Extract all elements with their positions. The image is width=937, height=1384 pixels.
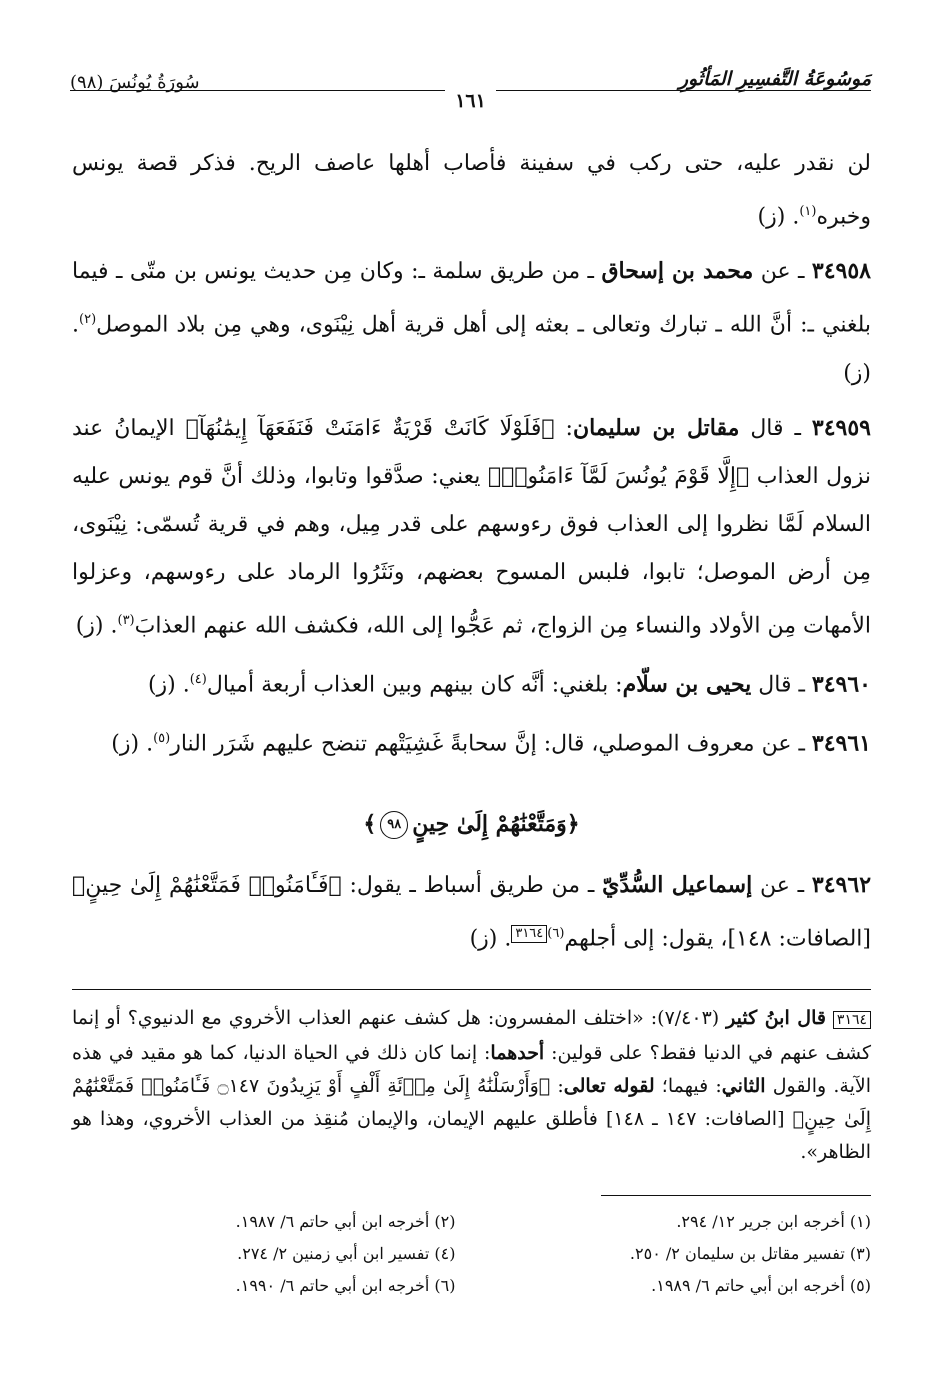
footnote-marker: (٤)	[189, 671, 207, 687]
narration-34959	[72, 404, 871, 650]
commentary-block	[72, 1002, 871, 1169]
verse-number-badge: ٩٨	[380, 811, 408, 839]
verse-close-bracket: ﴾	[363, 810, 377, 837]
paragraph-tail: . (ز)	[111, 731, 154, 757]
footnote-marker: (٦)	[547, 925, 565, 941]
commentary-text: (٧/٤٠٣): «اختلف المفسرون: هل كشف عنهم العذاب الأخروي مع الدنيوي؟ أو إنما كشف عنهم في الدنيا فقط؟ على قولين:	[72, 1006, 871, 1064]
paragraph-continued	[72, 140, 871, 241]
narration-number: ٣٤٩٦١	[811, 730, 871, 757]
narration-intro: ـ قال	[751, 672, 812, 698]
narration-34961	[72, 715, 871, 768]
narration-intro: ـ عن	[754, 731, 812, 757]
paragraph-tail: . (ز)	[147, 672, 190, 698]
narration-intro: ـ قال	[739, 415, 812, 441]
narration-text: ـ من طريق أسباط ـ يقول: ﴿فَـَٔامَنُوا۟ فَمَتَّعْنَٰهُمْ إِلَىٰ حِينٍ﴾ [الصافات: ١٤٨]، يقول: إلى أجلهم	[72, 872, 871, 951]
page-header	[70, 62, 871, 112]
footnote: (٢) أخرجه ابن أبي حاتم ٦/ ١٩٨٧.	[235, 1211, 456, 1231]
narration-number: ٣٤٩٥٨	[811, 258, 871, 285]
paragraph-text: لن نقدر عليه، حتى ركب في سفينة فأصاب أهلها عاصف الريح. فذكر قصة يونس وخبره	[72, 151, 871, 230]
paragraph-tail: . (ز)	[757, 204, 800, 230]
narration-34962	[72, 861, 871, 963]
paragraph-tail: . (ز)	[75, 612, 118, 638]
footnote: (٦) أخرجه ابن أبي حاتم ٦/ ١٩٩٠.	[235, 1275, 456, 1295]
narration-number: ٣٤٩٥٩	[811, 414, 871, 441]
footnotes	[72, 1206, 871, 1302]
paragraph-tail: . (ز)	[72, 312, 871, 386]
verse-text: ﴿وَمَتَّعْنَٰهُمْ إِلَىٰ حِينٍ	[412, 810, 580, 837]
verse-heading	[72, 811, 871, 839]
commentary-ref-box: ٣١٦٤	[511, 925, 547, 943]
page-number-text: ١٦١	[445, 90, 496, 112]
narration-intro: ـ عن	[752, 872, 812, 898]
footnotes-column-left	[72, 1206, 456, 1302]
commentary-label: أحدهما	[490, 1041, 545, 1064]
commentary-text: : إنما كان ذلك في الحياة الدنيا، كما هو مقيد في هذه الآية. والقول	[72, 1041, 871, 1097]
commentary-ref-box: ٣١٦٤	[833, 1011, 871, 1029]
commentary-label: الثاني	[721, 1074, 766, 1097]
footnote-marker: (٣)	[117, 612, 135, 628]
page-number	[70, 90, 871, 112]
footnotes-rule	[601, 1195, 871, 1196]
commentary-divider	[72, 989, 871, 990]
main-text	[72, 140, 871, 1302]
surah-label: سُورَةُ يُونُسَ (٩٨)	[70, 72, 200, 93]
narration-text: معروف الموصلي، قال: إنَّ سحابةً غَشِيَتْهم تنضح عليهم شَرَر النار	[170, 731, 755, 757]
footnotes-column-right	[487, 1206, 871, 1302]
paragraph-tail: . (ز)	[469, 925, 512, 951]
footnote-marker: (٢)	[79, 312, 97, 328]
footnote: (٣) تفسير مقاتل بن سليمان ٢/ ٢٥٠.	[629, 1243, 871, 1263]
footnote-marker: (٥)	[153, 731, 171, 747]
commentary-text: : فيهما؛	[654, 1074, 722, 1097]
commentary-text: : ﴿وَأَرْسَلْنَٰهُ إِلَىٰ مِا۟ئَةِ أَلْفٍ أَوْ يَزِيدُونَ ۝١٤٧ فَـَٔامَنُوا۟ فَمَتَّعْنَٰهُمْ إِلَىٰ حِينٍ﴾ [الصافات: ١٤٧ ـ ١٤٨] فأطلق عليهم الإيمان، والإيمان مُنقِذ من العذاب الأخروي، وهذا هو الظاهر».	[72, 1074, 871, 1163]
narrator-name: إسماعيل السُّدِّيّ	[602, 871, 753, 898]
narration-text: : بلغني: أنَّه كان بينهم وبين العذاب أربعة أميال	[206, 672, 623, 698]
narration-text: ـ من طريق سلمة ـ: وكان مِن حديث يونس بن متّى ـ فيما بلغني ـ: أنَّ الله ـ تبارك وتعالى ـ بعثه إلى أهل قرية أهل نِيْنَوى، وهي مِن بلاد الموصل	[72, 259, 871, 338]
narration-34960	[72, 656, 871, 709]
footnote-marker: (١)	[799, 204, 817, 219]
narrator-name: محمد بن إسحاق	[601, 258, 754, 285]
footnote: (١) أخرجه ابن جرير ١٢/ ٢٩٤.	[676, 1211, 871, 1231]
footnote: (٤) تفسير ابن أبي زمنين ٢/ ٢٧٤.	[237, 1243, 456, 1263]
narration-number: ٣٤٩٦٠	[811, 671, 871, 698]
narration-34958	[72, 247, 871, 397]
narrator-name: مقاتل بن سليمان	[572, 414, 740, 441]
commentary-author: قال ابنُ كثير	[726, 1006, 826, 1029]
narration-intro: ـ عن	[753, 259, 812, 285]
footnote: (٥) أخرجه ابن أبي حاتم ٦/ ١٩٨٩.	[651, 1275, 871, 1295]
narration-number: ٣٤٩٦٢	[811, 871, 872, 898]
commentary-label: لقوله تعالى	[563, 1074, 655, 1097]
book-title: مَوسُوعَةُ التَّفسِيرِ المَأثُورِ	[678, 68, 871, 90]
narration-text: : ﴿فَلَوْلَا كَانَتْ قَرْيَةٌ ءَامَنَتْ فَنَفَعَهَآ إِيمَٰنُهَآ﴾ الإيمانُ عند نزول العذاب ﴿إِلَّا قَوْمَ يُونُسَ لَمَّآ ءَامَنُوا۟﴾ يعني: صدَّقوا وتابوا، وذلك أنَّ قوم يونس عليه السلام لَمَّا نظروا إلى العذاب فوق رءوسهم على قدر مِيل، وهم في قرية تُسمّى: نِيْنَوى، مِن أرض الموصل؛ تابوا، فلبس المسوح بعضهم، ونَثَرُوا الرماد على رءوسهم، وعزلوا الأمهات مِن الأولاد والنساء مِن الزواج، ثم عَجُّوا إلى الله، فكشف الله عنهم العذابَ	[72, 415, 871, 638]
narrator-name: يحيى بن سلّام	[622, 671, 752, 698]
